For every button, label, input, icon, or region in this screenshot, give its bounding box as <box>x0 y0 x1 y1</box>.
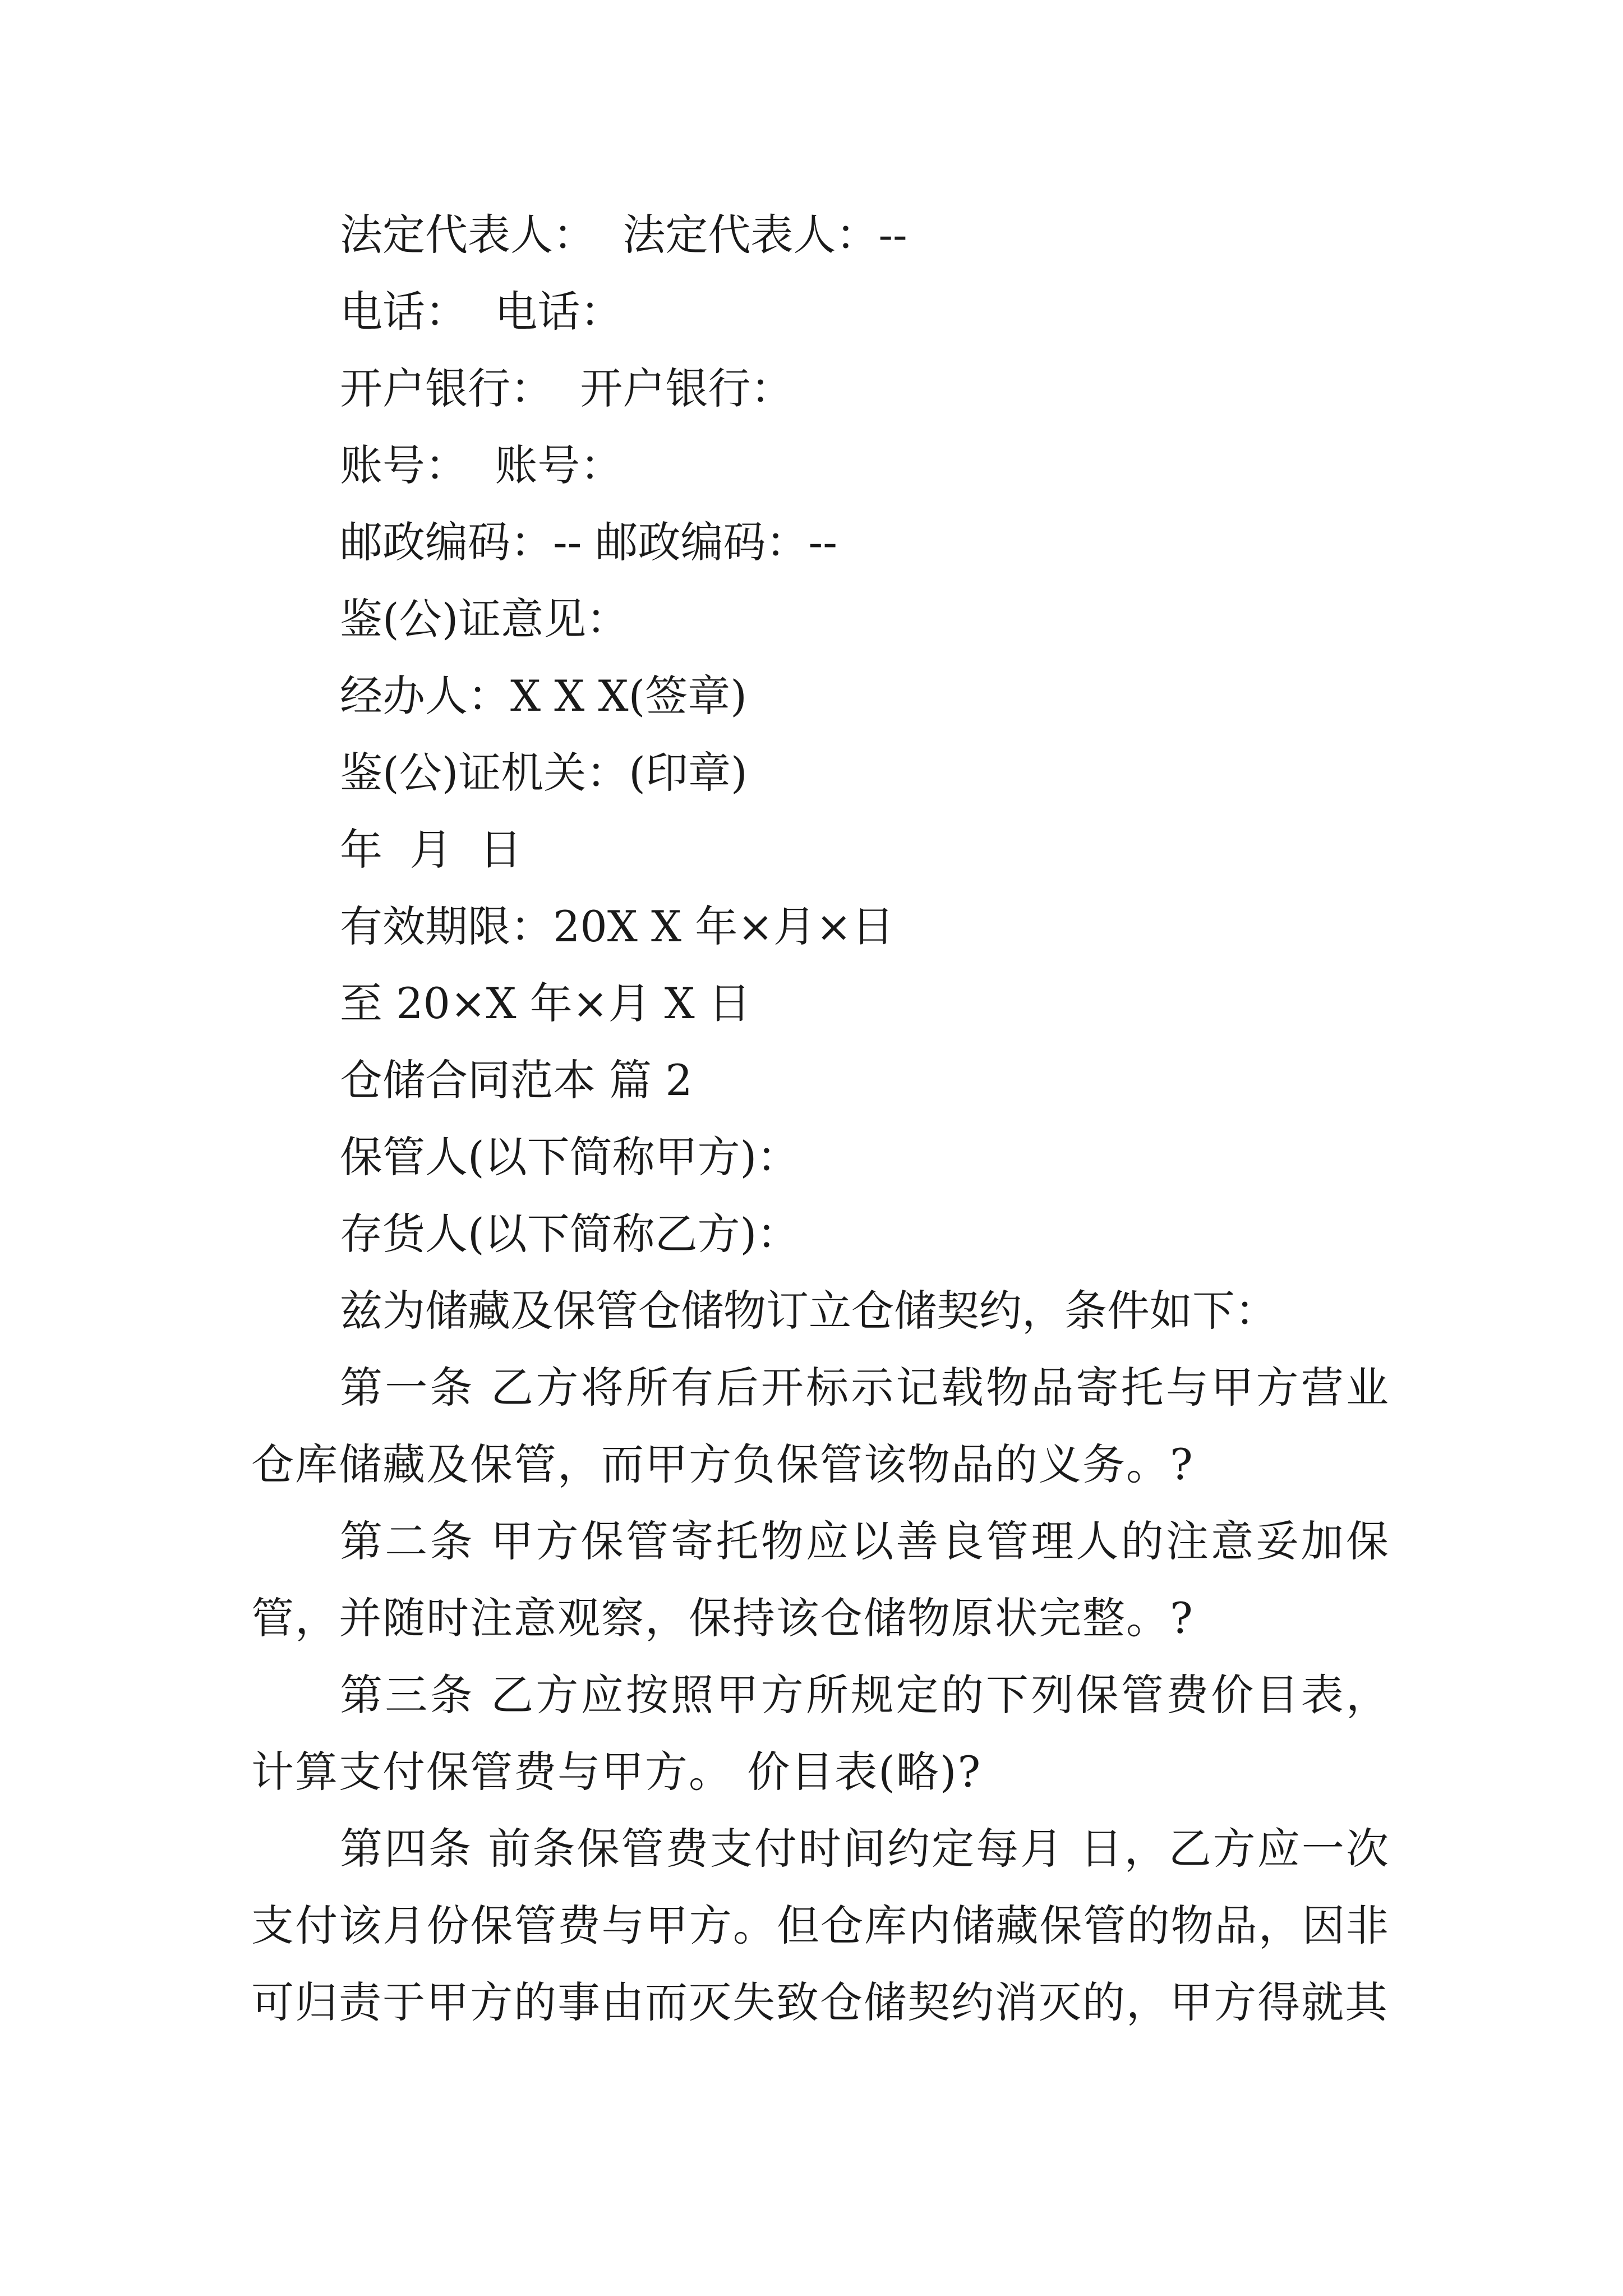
validity-line: 有效期限：20X X 年×月×日 <box>340 901 895 951</box>
date-line: 年 月 日 <box>340 825 522 875</box>
article-4: 第四条 前条保管费支付时间约定每月 日，乙方应一次支付该月份保管费与甲方。但仓库内储藏保管的物品，因非可归责于甲方的事由而灭失致仓储契约消灭的，甲方得就其 <box>251 1824 1390 2027</box>
bank-line: 开户银行： 开户银行： <box>340 364 794 413</box>
custodian-line: 保管人(以下简称甲方)： <box>340 1132 800 1182</box>
document-body <box>251 196 1390 2041</box>
account-line: 账号： 账号： <box>340 440 623 490</box>
phone-line: 电话： 电话： <box>340 287 623 337</box>
notarization-opinion-line: 鉴(公)证意见： <box>340 594 629 644</box>
legal-representative-line: 法定代表人： 法定代表人：-- <box>340 210 907 260</box>
article-3: 第三条 乙方应按照甲方所规定的下列保管费价目表，计算支付保管费与甲方。 价目表(略)? <box>251 1670 1390 1797</box>
preamble-line: 兹为储藏及保管仓储物订立仓储契约，条件如下： <box>340 1286 1278 1336</box>
depositor-line: 存货人(以下简称乙方)： <box>340 1209 800 1259</box>
section-title: 仓储合同范本 篇 2 <box>340 1055 693 1105</box>
article-2: 第二条 甲方保管寄托物应以善良管理人的注意妥加保管，并随时注意观察，保持该仓储物原状完整。? <box>251 1516 1390 1643</box>
validity-end-line: 至 20×X 年×月 X 日 <box>340 978 751 1028</box>
notarization-office-line: 鉴(公)证机关：(印章) <box>340 748 748 798</box>
postal-code-line: 邮政编码：-- 邮政编码：-- <box>340 517 837 567</box>
handler-line: 经办人：X X X(签章) <box>340 671 747 721</box>
article-1: 第一条 乙方将所有后开标示记载物品寄托与甲方营业仓库储藏及保管，而甲方负保管该物品的义务。? <box>251 1363 1390 1489</box>
